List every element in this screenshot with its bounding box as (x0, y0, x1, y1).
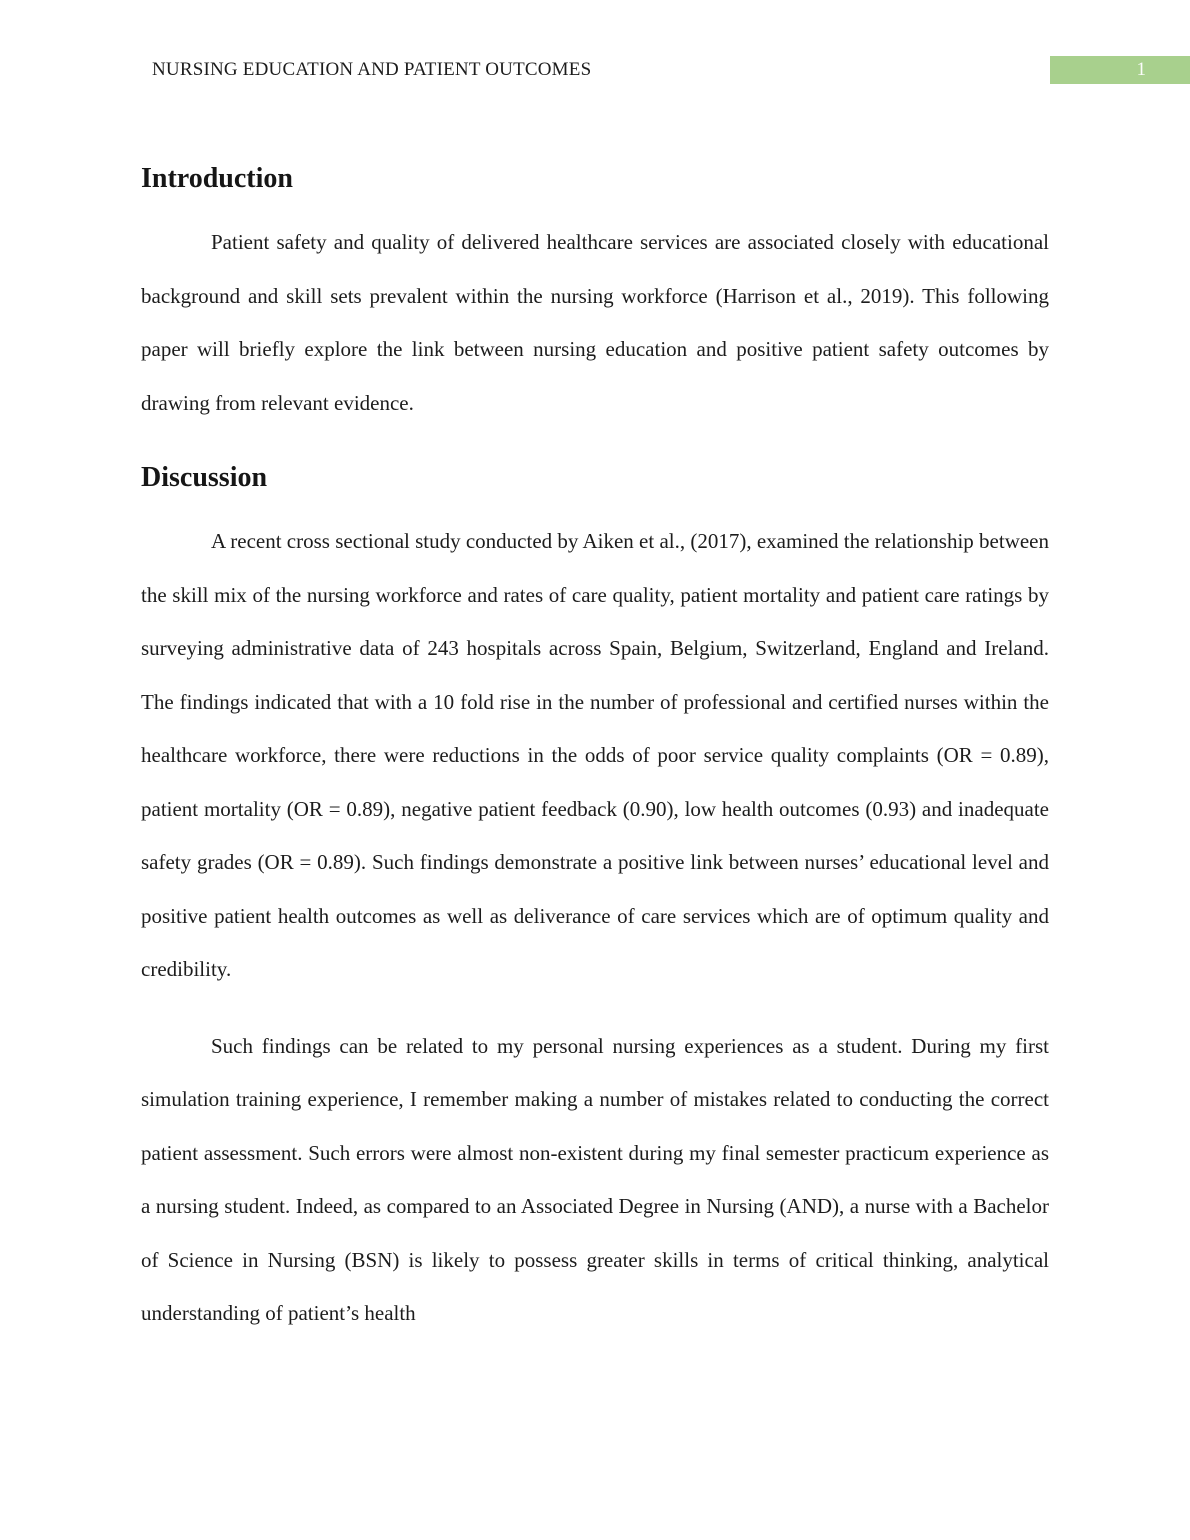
section-heading-discussion: Discussion (141, 462, 268, 493)
paragraph-discussion-1: A recent cross sectional study conducted by Aiken et al., (2017), examined the relationship between the skill mix of the nursing workforce and rates of care quality, patient mortality and patient care ratings by surveying administrative data of 243 hospitals across Spain, Belgium, Switzerland, England and Ireland. The findings indicated that with a 10 fold rise in the number of professional and certified nurses within the healthcare workforce, there were reductions in the odds of poor service quality complaints (OR = 0.89), patient mortality (OR = 0.89), negative patient feedback (0.90), low health outcomes (0.93) and inadequate safety grades (OR = 0.89). Such findings demonstrate a positive link between nurses’ educational level and positive patient health outcomes as well as deliverance of care services which are of optimum quality and credibility. (141, 529, 1050, 981)
section-heading-introduction: Introduction (141, 163, 293, 194)
page-number-badge (1050, 56, 1190, 84)
paragraph-introduction-1: Patient safety and quality of delivered healthcare services are associated closely with educational background and skill sets prevalent within the nursing workforce (Harrison et al., 2019). This following paper will briefly explore the link between nursing education and positive patient safety outcomes by drawing from relevant evidence. (141, 230, 1049, 415)
running-head: NURSING EDUCATION AND PATIENT OUTCOMES (152, 59, 592, 80)
page-number: 1 (1136, 59, 1146, 80)
paragraph-discussion-2: Such findings can be related to my personal nursing experiences as a student. During my first simulation training experience, I remember making a number of mistakes related to conducting the correct patient assessment. Such errors were almost non-existent during my final semester practicum experience as a nursing student. Indeed, as compared to an Associated Degree in Nursing (AND), a nurse with a Bachelor of Science in Nursing (BSN) is likely to possess greater skills in terms of critical thinking, analytical understanding of patient’s health (141, 1033, 1049, 1325)
document-body (141, 0, 1049, 1341)
